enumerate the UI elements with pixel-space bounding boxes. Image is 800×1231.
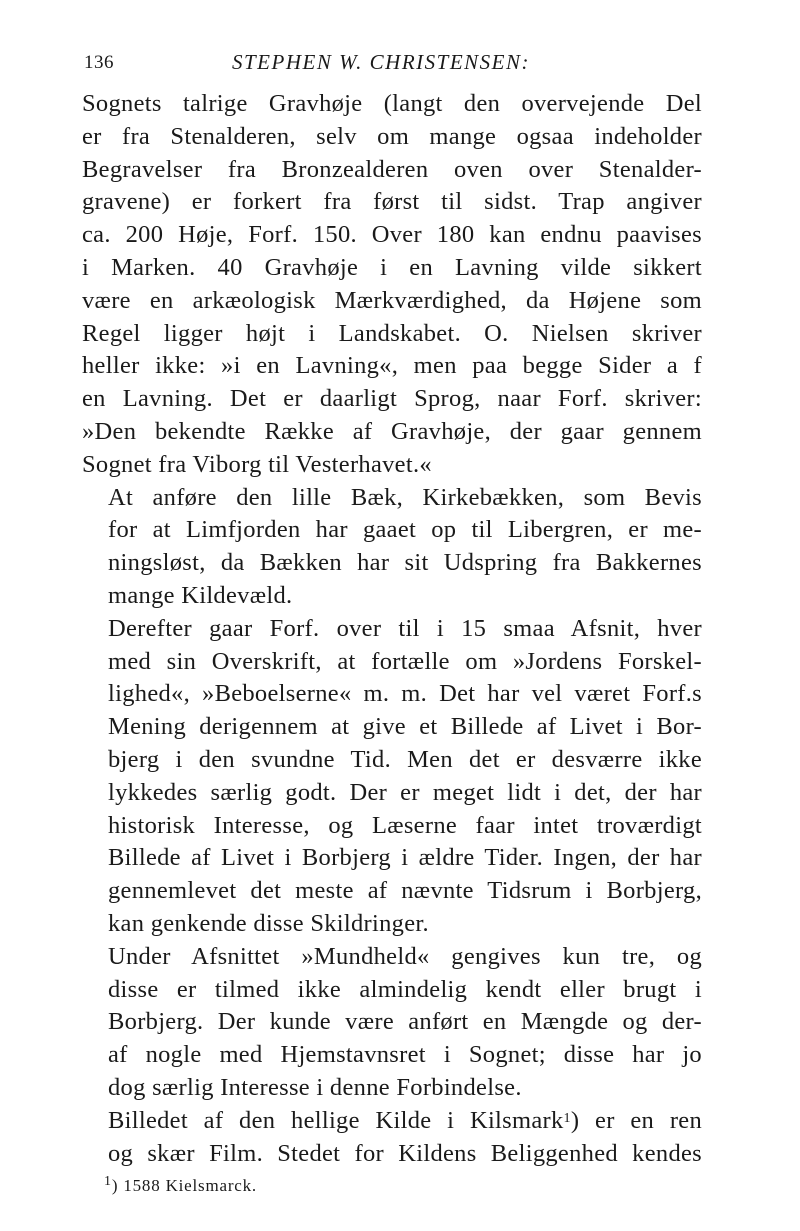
footnote-reference: 1	[563, 1110, 571, 1126]
footnote-marker: 1	[104, 1174, 112, 1190]
text-line: gennemlevet det meste af nævnte Tidsrum i Borbjerg,	[108, 877, 702, 905]
text-line: kan genkende disse Skildringer.	[108, 909, 429, 937]
body-text	[82, 88, 702, 1196]
text-line: i Marken. 40 Gravhøje i en Lavning vilde sikkert	[82, 253, 702, 281]
text-line: disse er tilmed ikke almindelig kendt eller brugt i	[108, 975, 702, 1003]
text-line: være en arkæologisk Mærkværdighed, da Højene som	[82, 286, 702, 314]
text-line: Sognet fra Viborg til Vesterhavet.«	[82, 450, 432, 478]
text-fragment: ) er en ren	[570, 1106, 702, 1134]
text-line: gravene) er forkert fra først til sidst. Trap angiver	[82, 188, 702, 216]
text-line: bjerg i den svundne Tid. Men det er desværre ikke	[108, 745, 702, 773]
text-line: At anføre den lille Bæk, Kirkebækken, som Bevis	[108, 483, 702, 511]
text-line: Mening derigennem at give et Billede af Livet i Bor-	[108, 713, 702, 741]
text-line: historisk Interesse, og Læserne faar intet troværdigt	[108, 811, 702, 839]
text-line: ca. 200 Høje, Forf. 150. Over 180 kan endnu paavises	[82, 221, 702, 249]
text-line: lykkedes særlig godt. Der er meget lidt i det, der har	[108, 778, 702, 806]
text-line: lighed«, »Beboelserne« m. m. Det har vel været Forf.s	[108, 680, 702, 708]
text-line: Regel ligger højt i Landskabet. O. Nielsen skriver	[82, 319, 702, 347]
paragraph-2	[82, 482, 702, 613]
book-page	[82, 40, 702, 1196]
text-line: af nogle med Hjemstavnsret i Sognet; disse har jo	[108, 1041, 702, 1069]
text-line: er fra Stenalderen, selv om mange ogsaa indeholder	[82, 122, 702, 150]
paragraph-3	[82, 613, 702, 941]
text-line: Sognets talrige Gravhøje (langt den overvejende Del	[82, 90, 702, 117]
text-line: Borbjerg. Der kunde være anført en Mængde og der-	[108, 1008, 702, 1036]
text-line: Under Afsnittet »Mundheld« gengives kun tre, og	[108, 942, 702, 970]
text-line	[82, 1105, 702, 1138]
text-line: og skær Film. Stedet for Kildens Beliggenhed kendes	[108, 1139, 702, 1167]
text-line: for at Limfjorden har gaaet op til Libergren, er me-	[108, 516, 702, 544]
text-line: »Den bekendte Række af Gravhøje, der gaar gennem	[82, 417, 702, 445]
text-line: mange Kildevæld.	[108, 581, 293, 609]
footnote	[104, 1176, 702, 1196]
paragraph-4	[82, 941, 702, 1105]
page-number: 136	[84, 52, 114, 73]
footnote-text: ) 1588 Kielsmarck.	[111, 1176, 257, 1196]
text-line: dog særlig Interesse i denne Forbindelse.	[108, 1073, 522, 1101]
text-line: Billede af Livet i Borbjerg i ældre Tider. Ingen, der har	[108, 844, 702, 872]
text-line: heller ikke: »i en Lavning«, men paa begge Sider a f	[82, 352, 702, 380]
text-line: med sin Overskrift, at fortælle om »Jordens Forskel-	[108, 647, 702, 675]
paragraph-5	[82, 1105, 702, 1171]
text-line: Derefter gaar Forf. over til i 15 smaa Afsnit, hver	[108, 614, 702, 642]
paragraph-1	[82, 88, 702, 482]
page-header	[82, 40, 702, 80]
text-line: ningsløst, da Bækken har sit Udspring fra Bakkernes	[108, 549, 702, 577]
text-fragment: Billedet af den hellige Kilde i Kilsmark	[108, 1106, 564, 1134]
text-line: en Lavning. Det er daarligt Sprog, naar Forf. skriver:	[82, 385, 702, 413]
text-line: Begravelser fra Bronzealderen oven over Stenalder-	[82, 155, 702, 183]
running-head: STEPHEN W. CHRISTENSEN:	[232, 50, 530, 74]
